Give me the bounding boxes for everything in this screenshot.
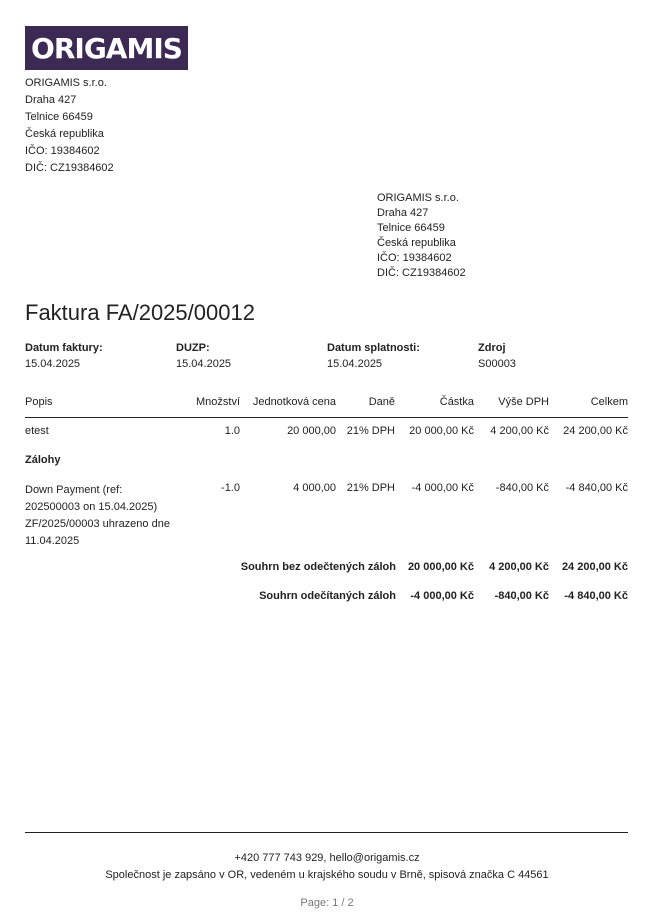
info-label: Datum splatnosti: xyxy=(327,342,420,354)
description-line: ZF/2025/00003 uhrazeno dne xyxy=(25,518,170,530)
company-address xyxy=(25,75,114,177)
line-description xyxy=(25,482,175,550)
line-taxes: 21% DPH xyxy=(346,425,395,437)
summary-total: 24 200,00 Kč xyxy=(561,561,628,573)
line-amount: -4 000,00 Kč xyxy=(411,482,474,494)
address-line: Draha 427 xyxy=(377,207,429,219)
address-line: Telnice 66459 xyxy=(377,222,445,234)
address-line: Telnice 66459 xyxy=(25,111,93,123)
info-value: 15.04.2025 xyxy=(176,358,232,370)
line-taxes: 21% DPH xyxy=(346,482,395,494)
info-label: Zdroj xyxy=(478,342,506,354)
duzp-block xyxy=(176,340,231,372)
col-header-description: Popis xyxy=(25,396,53,408)
footer-contact: +420 777 743 929, hello@origamis.cz xyxy=(234,852,420,864)
footer-divider xyxy=(25,832,628,833)
col-header-total: Celkem xyxy=(590,396,628,408)
col-header-quantity: Množství xyxy=(195,396,240,408)
address-line: Česká republika xyxy=(25,128,104,140)
col-header-taxes: Daně xyxy=(368,396,395,408)
line-total: -4 840,00 Kč xyxy=(565,482,628,494)
info-value: 15.04.2025 xyxy=(327,358,383,370)
address-line: Draha 427 xyxy=(25,94,77,106)
line-unit-price: 20 000,00 xyxy=(287,425,336,437)
description-line: 11.04.2025 xyxy=(25,535,80,547)
line-amount: 20 000,00 Kč xyxy=(409,425,474,437)
address-line: Česká republika xyxy=(377,237,456,249)
summary-label: Souhrn bez odečtených záloh xyxy=(240,561,396,573)
info-value: S00003 xyxy=(478,358,516,370)
line-tax-amount: 4 200,00 Kč xyxy=(490,425,549,437)
address-line: DIČ: CZ19384602 xyxy=(377,267,466,279)
due-date-block xyxy=(327,340,420,372)
invoice-title: Faktura FA/2025/00012 xyxy=(25,300,255,325)
line-unit-price: 4 000,00 xyxy=(293,482,336,494)
description-line: Down Payment (ref: xyxy=(25,484,123,496)
address-line: ORIGAMIS s.r.o. xyxy=(25,77,107,89)
address-line: DIČ: CZ19384602 xyxy=(25,162,114,174)
description-line: 202500003 on 15.04.2025) xyxy=(25,501,158,513)
address-line: IČO: 19384602 xyxy=(25,145,100,157)
col-header-tax-amount: Výše DPH xyxy=(498,396,549,408)
info-label: DUZP: xyxy=(176,342,210,354)
source-block xyxy=(478,340,516,372)
partner-address xyxy=(377,191,466,281)
line-description: etest xyxy=(25,425,49,437)
company-logo: ORIGAMIS xyxy=(25,26,188,70)
col-header-unit-price: Jednotková cena xyxy=(252,396,336,408)
section-heading: Zálohy xyxy=(25,454,61,466)
summary-tax: 4 200,00 Kč xyxy=(489,561,549,573)
info-label: Datum faktury: xyxy=(25,342,103,354)
info-value: 15.04.2025 xyxy=(25,358,81,370)
summary-amount: 20 000,00 Kč xyxy=(407,561,474,573)
line-total: 24 200,00 Kč xyxy=(563,425,628,437)
summary-tax: -840,00 Kč xyxy=(494,590,549,602)
footer-registry: Společnost je zapsáno v OR, vedeném u krajského soudu v Brně, spisová značka C 44561 xyxy=(105,869,549,881)
col-header-amount: Částka xyxy=(439,396,474,408)
line-tax-amount: -840,00 Kč xyxy=(495,482,549,494)
summary-label: Souhrn odečítaných záloh xyxy=(259,590,396,602)
invoice-date-block xyxy=(25,340,103,372)
summary-total: -4 840,00 Kč xyxy=(564,590,628,602)
line-quantity: -1.0 xyxy=(221,482,240,494)
summary-amount: -4 000,00 Kč xyxy=(410,590,474,602)
header-divider xyxy=(25,417,628,418)
address-line: IČO: 19384602 xyxy=(377,252,452,264)
page-number: Page: 1 / 2 xyxy=(300,897,354,909)
address-line: ORIGAMIS s.r.o. xyxy=(377,192,459,204)
line-quantity: 1.0 xyxy=(224,425,240,437)
